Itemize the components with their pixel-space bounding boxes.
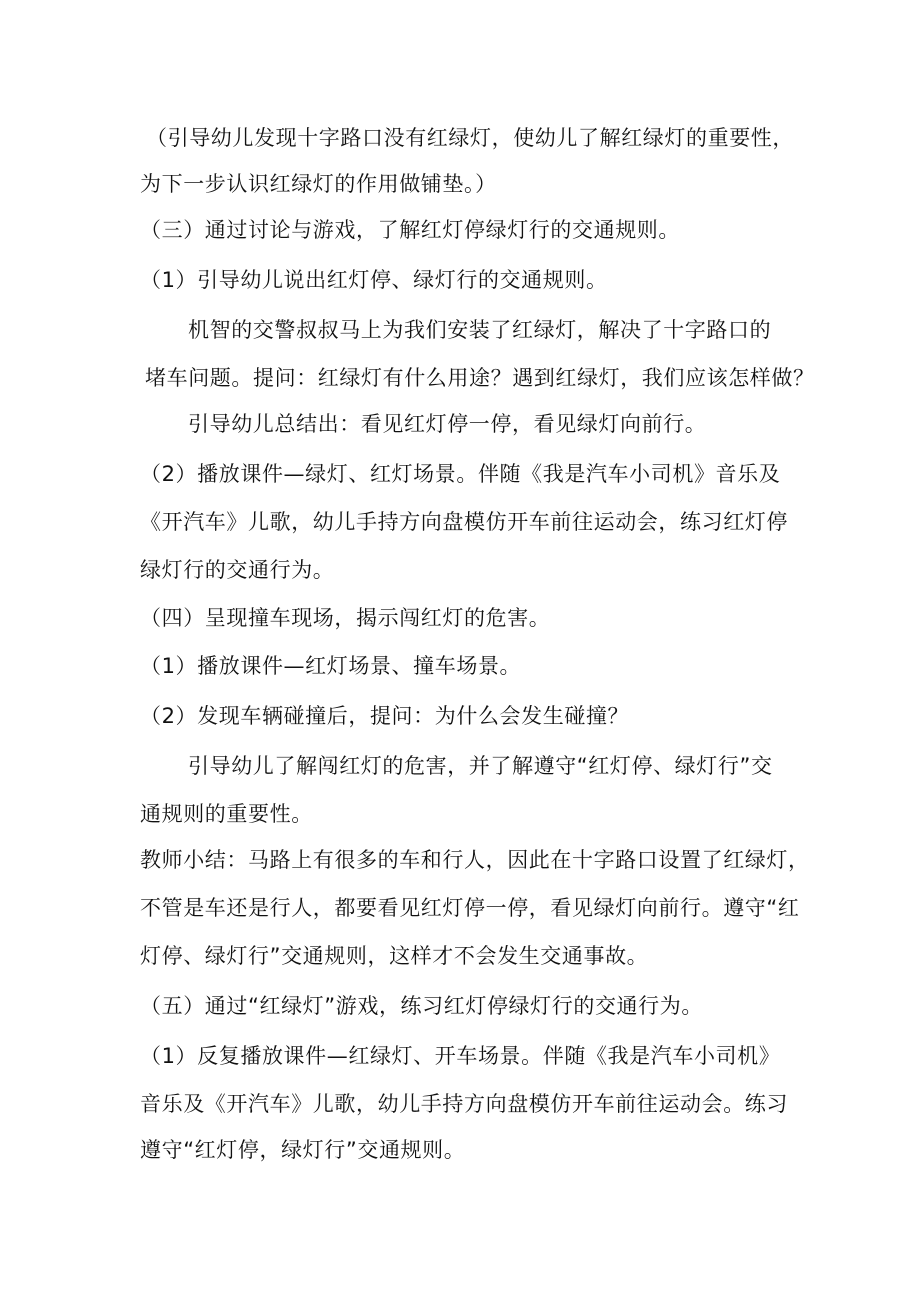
section-heading-4: （四）呈现撞车现场，揭示闯红灯的危害。 [140,606,551,630]
step-3-1: （1）引导幼儿说出红灯停、绿灯行的交通规则。 [140,268,608,292]
text-line-intro-2: 为下一步认识红绿灯的作用做铺垫。） [140,172,497,196]
step-5-1-line-3: 遵守“红灯停，绿灯行”交通规则。 [140,1138,466,1162]
step-3-2-line-1: （2）播放课件—绿灯、红灯场景。伴随《我是汽车小司机》音乐及 [140,462,781,486]
paragraph-summary-rule: 引导幼儿总结出：看见红灯停一停，看见绿灯向前行。 [188,412,707,436]
step-4-2: （2）发现车辆碰撞后，提问：为什么会发生碰撞？ [140,704,630,728]
step-5-1-line-2: 音乐及《开汽车》儿歌，幼儿手持方向盘模仿开车前往运动会。练习 [140,1092,788,1116]
paragraph-danger-2: 通规则的重要性。 [140,802,313,826]
teacher-summary-line-3: 灯停、绿灯行”交通规则，这样才不会发生交通事故。 [140,944,649,968]
step-3-2-line-2: 《开汽车》儿歌，幼儿手持方向盘模仿开车前往运动会，练习红灯停 [140,510,788,534]
paragraph-police-1: 机智的交警叔叔马上为我们安装了红绿灯，解决了十字路口的 [188,318,772,342]
step-4-1: （1）播放课件—红灯场景、撞车场景。 [140,654,522,678]
text-line-intro-1: （引导幼儿发现十字路口没有红绿灯，使幼儿了解红绿灯的重要性， [146,126,794,150]
paragraph-police-2: 堵车问题。提问：红绿灯有什么用途？遇到红绿灯，我们应该怎样做？ [145,366,815,390]
teacher-summary-line-1: 教师小结：马路上有很多的车和行人，因此在十字路口设置了红绿灯， [140,848,810,872]
paragraph-danger-1: 引导幼儿了解闯红灯的危害，并了解遵守“红灯停、绿灯行”交 [188,754,773,778]
section-heading-3: （三）通过讨论与游戏，了解红灯停绿灯行的交通规则。 [140,218,680,242]
section-heading-5: （五）通过“红绿灯”游戏，练习红灯停绿灯行的交通行为。 [140,994,703,1018]
step-3-2-line-3: 绿灯行的交通行为。 [140,558,335,582]
step-5-1-line-1: （1）反复播放课件—红绿灯、开车场景。伴随《我是汽车小司机》 [140,1044,781,1068]
teacher-summary-line-2: 不管是车还是行人，都要看见红灯停一停，看见绿灯向前行。遵守“红 [140,896,800,920]
